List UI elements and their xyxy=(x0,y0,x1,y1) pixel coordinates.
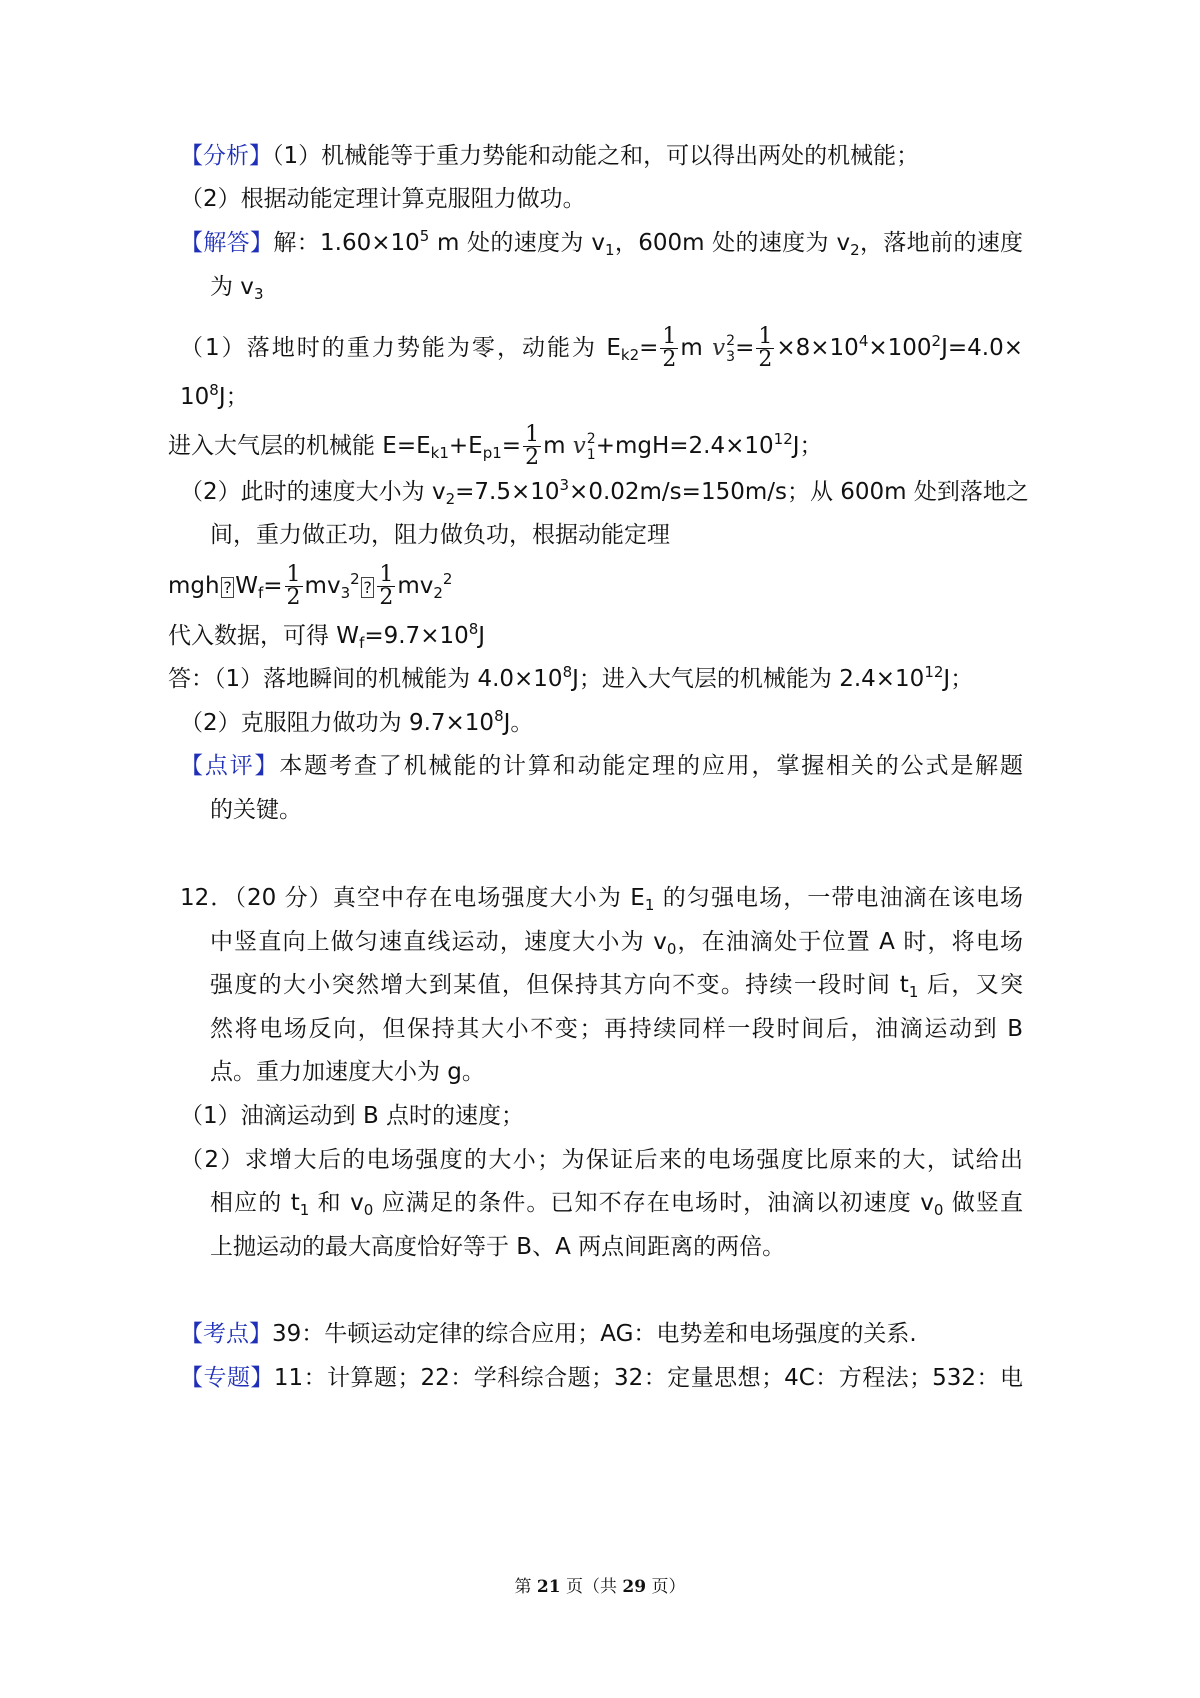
work-energy-equation: mgh ? $W_f=$ $\frac{1}{2}$ $mv_3^2$ ? $\frac{1}{2}$ $mv_2^2$ xyxy=(168,562,453,610)
missing-glyph: ? xyxy=(362,578,373,597)
comment-line-1: 【点评】本题考查了机械能的计算和动能定理的应用，掌握相关的公式是解题 xyxy=(180,753,1024,779)
comment-line-2: 的关键。 xyxy=(210,797,302,823)
fraction-one-half: $\frac{1}{2}$ xyxy=(379,562,394,610)
fraction-one-half: $\frac{1}{2}$ xyxy=(758,324,773,372)
comment-tag: 【点评】 xyxy=(180,753,280,779)
mechanical-energy-line: 进入大气层的机械能 $E=E_{k1}+E_{p1}=$ $\frac{1}{2}$ m v 2 1 $+mgH=2.4\times 10^{12}J$； xyxy=(168,422,823,470)
answer-line-2: （2）克服阻力做功为 $9.7\times 10^8J$。 xyxy=(180,707,534,736)
analysis-line-2: （2）根据动能定理计算克服阻力做功。 xyxy=(180,186,586,212)
missing-glyph: ? xyxy=(222,578,233,597)
solution-part2-line-2: 间，重力做正功，阻力做负功，根据动能定理 xyxy=(210,522,670,548)
analysis-tag: 【分析】 xyxy=(180,143,272,169)
fraction-one-half: $\frac{1}{2}$ xyxy=(662,324,677,372)
solution-part1-line-1: （1）落地时的重力势能为零，动能为 $E_{k2}=$ $\frac{1}{2}$ m v 2 3 = $\frac{1}{2}$ $\times 8\times 10^4\times 100^2J=4.0\times$ xyxy=(180,324,1023,372)
question12-line-2: 中竖直向上做匀速直线运动，速度大小为 $v_0$，在油滴处于位置 A 时，将电场 xyxy=(210,929,1023,958)
question12-part-1: （1）油滴运动到 B 点时的速度； xyxy=(180,1103,525,1129)
analysis-line-1 xyxy=(180,139,1200,173)
answer-line-1: 答：（1）落地瞬间的机械能为 $4.0\times 10^8J$；进入大气层的机械能为 $2.4\times 10^{12}J$； xyxy=(168,663,974,692)
page-footer: 第 21 页（共 29 页） xyxy=(514,1577,686,1597)
page-number: 21 xyxy=(536,1577,561,1597)
analysis-text-1: （1）机械能等于重力势能和动能之和，可以得出两处的机械能； xyxy=(272,143,920,169)
question12-part-2-line-2: 相应的 $t_1$ 和 $v_0$ 应满足的条件。已知不存在电场时，油滴以初速度 $v_0$ 做竖直 xyxy=(210,1190,1024,1219)
kaodian-tag: 【考点】 xyxy=(180,1321,272,1347)
page-total: 29 xyxy=(622,1577,647,1597)
question12-line-1: 12．（20 分）真空中存在电场强度大小为 $E_1$ 的匀强电场，一带电油滴在该电场 xyxy=(180,885,1024,914)
zhuanti-tag: 【专题】 xyxy=(180,1365,274,1391)
fraction-one-half: $\frac{1}{2}$ xyxy=(286,562,301,610)
solution-line-1: 【解答】解：$1.60\times 10^5$ m 处的速度为 $v_1$，600m 处的速度为 $v_2$，落地前的速度 xyxy=(180,227,1024,259)
zhuanti-line: 【专题】11：计算题；22：学科综合题；32：定量思想；4C：方程法；532：电 xyxy=(180,1365,1023,1391)
question12-part-2-line-3: 上抛运动的最大高度恰好等于 B、A 两点间距离的两倍。 xyxy=(210,1234,786,1260)
solution-tag: 【解答】 xyxy=(180,230,274,256)
fraction-one-half: $\frac{1}{2}$ xyxy=(525,422,540,470)
kaodian-line: 【考点】39：牛顿运动定律的综合应用；AG：电势差和电场强度的关系. xyxy=(180,1321,917,1347)
solution-part2-line-1: （2）此时的速度大小为 $v_2=7.5\times 10^3\times 0.02m/s=150m/s$；从 600m 处到落地之 xyxy=(180,476,1029,508)
question12-line-4: 然将电场反向，但保持其大小不变；再持续同样一段时间后，油滴运动到 B xyxy=(210,1016,1023,1042)
question12-part-2-line-1: （2）求增大后的电场强度的大小；为保证后来的电场强度比原来的大，试给出 xyxy=(180,1147,1023,1173)
question12-line-5: 点。重力加速度大小为 g。 xyxy=(210,1059,485,1085)
solution-line-2: 为 $v_3$ xyxy=(210,274,264,303)
question12-line-3: 强度的大小突然增大到某值，但保持其方向不变。持续一段时间 $t_1$ 后，又突 xyxy=(210,972,1023,1001)
substitution-line: 代入数据，可得 $W_f=9.7\times 10^8J$ xyxy=(168,620,486,652)
solution-part1-line-2: $10^8J$； xyxy=(180,381,249,410)
